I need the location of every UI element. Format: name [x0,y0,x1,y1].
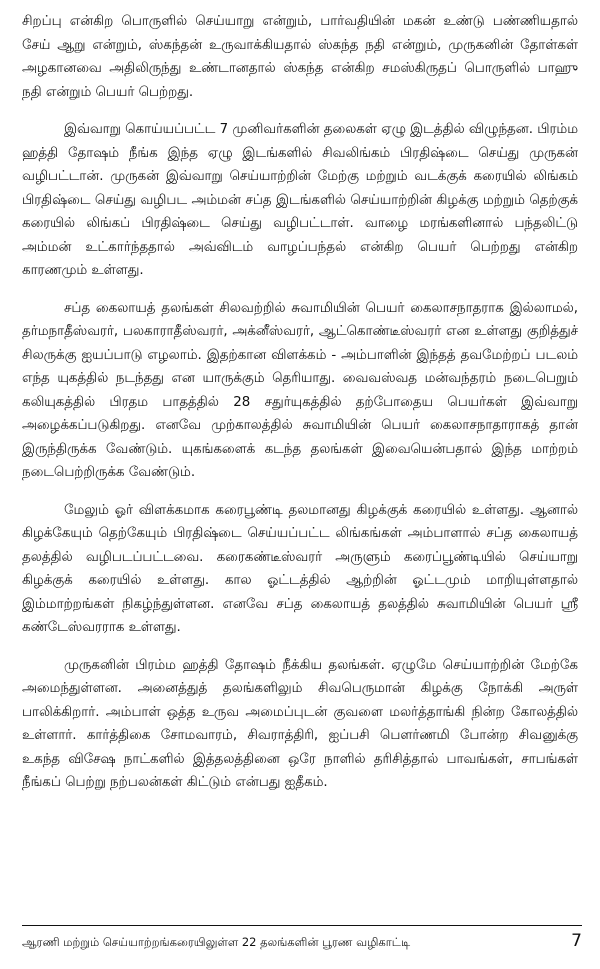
footer-book-title: ஆரணி மற்றும் செய்யாற்றங்கரையிலுள்ள 22 தலங்களின் பூரண வழிகாட்டி [22,935,411,949]
paragraph: சப்த கைலாயத் தலங்கள் சிலவற்றில் சுவாமியின் பெயர் கைலாசநாதராக இல்லாமல், தர்மநாதீஸ்வரர், பலகாராதீஸ்வரர், அக்னீஸ்வரர், ஆட்கொண்டீஸ்வரர் என உள்ளது குறித்துச் சிலருக்கு ஐயப்பாடு எழலாம். இதற்கான விளக்கம் - அம்பாளின் இந்தத் தவமேற்றப் படலம் எந்த யுகத்தில் நடந்தது என யாருக்கும் தெரியாது. வைவஸ்வத மன்வந்தரம் நடைபெறும் கலியுகத்தில் பிரதம பாதத்தில் 28 சதுர்யுகத்தில் தற்போதைய பெயர்கள் இவ்வாறு அழைக்கப்படுகிறது. எனவே முற்காலத்தில் சுவாமியின் பெயர் கைலாசநாதாராகத் தான் இருந்திருக்க வேண்டும். யுகங்களைக் கடந்த தலங்கள் இவையென்பதால் இந்த மாற்றம் நடைபெற்றிருக்க வேண்டும். [22,300,578,480]
page-number: 7 [571,931,582,951]
paragraph: இவ்வாறு கொய்யப்பட்ட 7 முனிவர்களின் தலைகள் ஏழு இடத்தில் விழுந்தன. பிரம்ம ஹத்தி தோஷம் நீங்க இந்த ஏழு இடங்களில் சிவலிங்கம் பிரதிஷ்டை செய்து முருகன் வழிபட்டான். முருகன் இவ்வாறு செய்யாற்றின் மேற்கு மற்றும் வடக்குக் கரையில் லிங்கம் பிரதிஷ்டை செய்து வழிபட அம்மன் சப்த இடங்களில் செய்யாற்றின் கிழக்கு மற்றும் தெற்குக் கரையில் லிங்கப் பிரதிஷ்டை செய்து வழிபட்டாள். வாழை மரங்களினால் பந்தலிட்டு அம்மன் உட்கார்ந்ததால் அவ்விடம் வாழப்பந்தல் என்கிற பெயர் பெற்றது என்கிற காரணமும் உள்ளது. [22,122,578,278]
paragraph: முருகனின் பிரம்ம ஹத்தி தோஷம் நீக்கிய தலங்கள். ஏழுமே செய்யாற்றின் மேற்கே அமைந்துள்ளன. அனைத்துத் தலங்களிலும் சிவபெருமான் கிழக்கு நோக்கி அருள் பாலிக்கிறார். அம்பாள் ஒத்த உருவ அமைப்புடன் குவளை மலர்த்தாங்கி நின்ற கோலத்தில் உள்ளார். கார்த்திகை சோமவாரம், சிவராத்திரி, ஐப்பசி பௌர்ணமி போன்ற சிவனுக்கு உகந்த விசேஷ நாட்களில் இத்தலத்தினை ஒரே நாளில் தரிசித்தால் பாவங்கள், சாபங்கள் நீங்கப் பெற்று நற்பலன்கள் கிட்டும் என்பது ஐதீகம். [22,657,578,790]
paragraph: சிறப்பு என்கிற பொருளில் செய்யாறு என்றும், பார்வதியின் மகன் உண்டு பண்ணியதால் சேய் ஆறு என்றும், ஸ்கந்தன் உருவாக்கியதால் ஸ்கந்த நதி என்றும், முருகனின் தோள்கள் அழகானவை அதிலிருந்து உண்டானதால் ஸ்கந்த என்கிற சமஸ்கிருதப் பொருளில் பாஹு நதி என்றும் பெயர் பெற்றது. [22,14,578,100]
page-footer [22,931,582,951]
footer-divider [22,925,582,926]
paragraph: மேலும் ஓர் விளக்கமாக கரைபூண்டி தலமானது கிழக்குக் கரையில் உள்ளது. ஆனால் கிழக்கேயும் தெற்கேயும் பிரதிஷ்டை செய்யப்பட்ட லிங்கங்கள் அம்பாளால் சப்த கைலாயத் தலத்தில் வழிபடப்பட்டவை. கரைகண்டீஸ்வரர் அருளும் கரைப்பூண்டியில் செய்யாறு கிழக்குக் கரையில் உள்ளது. கால ஓட்டத்தில் ஆற்றின் ஓட்டமும் மாறியுள்ளதால் இம்மாற்றங்கள் நிகழ்ந்துள்ளன. எனவே சப்த கைலாயத் தலத்தில் சுவாமியின் பெயர் ஸ்ரீ கண்டேஸ்வரராக உள்ளது. [22,502,578,635]
